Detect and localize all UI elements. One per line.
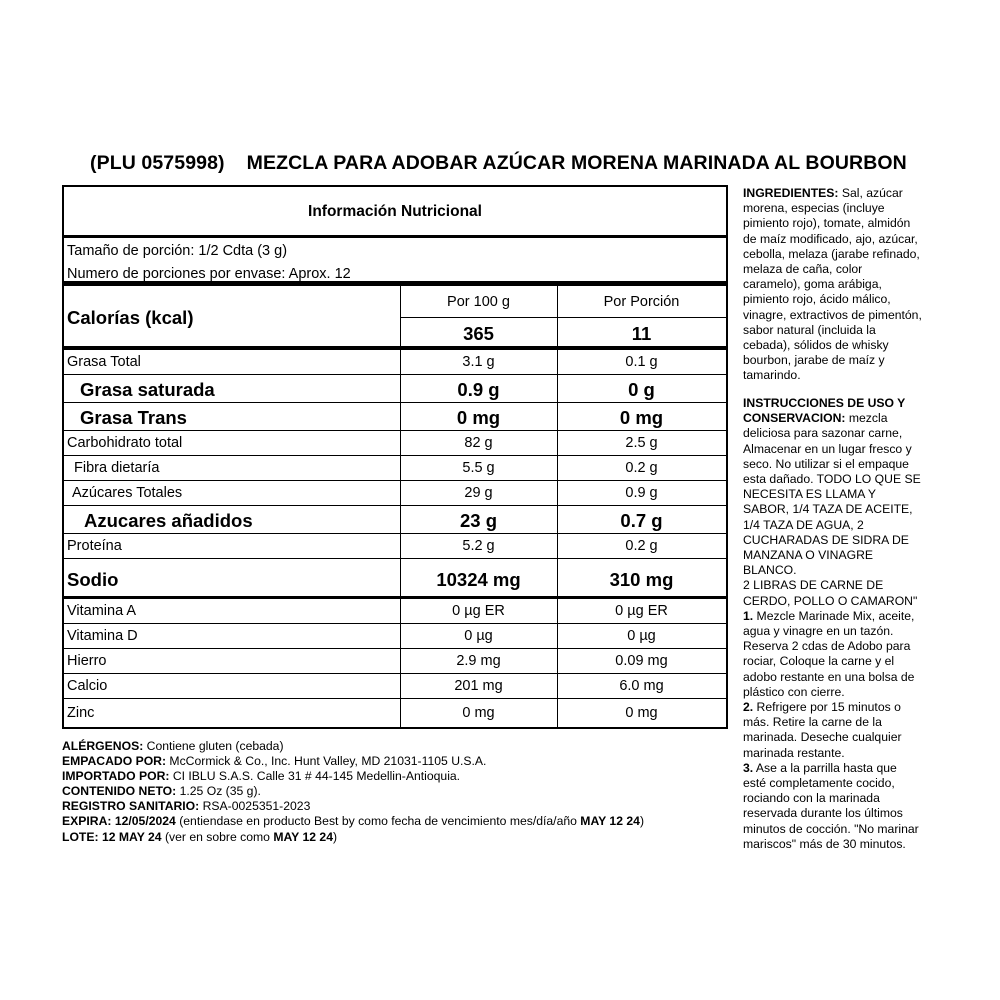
instructions-line: BLANCO. xyxy=(743,563,797,578)
serving-size: Tamaño de porción: 1/2 Cdta (3 g) xyxy=(67,243,288,259)
nutrient-value-portion: 310 mg xyxy=(609,569,674,590)
nutrient-label: Vitamina D xyxy=(67,628,138,644)
nutrient-value-portion: 6.0 mg xyxy=(619,678,664,694)
nutrient-row-grasa-saturada xyxy=(64,375,726,403)
nutrient-value-100g: 2.9 mg xyxy=(456,653,501,669)
imported-value: CI IBLU S.A.S. Calle 31 # 44-145 Medellin-Antioquia. xyxy=(169,769,461,784)
nutrient-value-100g: 23 g xyxy=(459,510,498,531)
step-line: rociar, Coloque la carne y el xyxy=(743,654,895,669)
nutrient-value-100g: 0 µg ER xyxy=(452,603,505,619)
servings-per-container: Numero de porciones por envase: Aprox. 12 xyxy=(67,266,351,282)
nutrient-value-portion: 0.7 g xyxy=(620,510,663,531)
expires-code: MAY 12 24 xyxy=(580,814,640,829)
step-line: rociando con la marinada xyxy=(743,791,880,806)
step-number: 3. xyxy=(743,760,754,775)
column-header-100g: Por 100 g xyxy=(447,294,510,310)
instructions-line: deliciosa para sazonar carne, xyxy=(743,426,903,441)
nutrient-value-100g: 0 µg xyxy=(464,628,493,644)
step-line: reservada durante los últimos xyxy=(743,806,903,821)
nutrient-row-azucares-anadidos xyxy=(64,506,726,534)
step-line: minutos de cocción. "No marinar xyxy=(743,821,919,836)
instructions-line: mezcla xyxy=(845,411,888,426)
ingredients-line: cebada), sólidos de whisky xyxy=(743,338,889,353)
net-content-value: 1.25 Oz (35 g). xyxy=(176,784,261,799)
step-line: adobo restante en una bolsa de xyxy=(743,669,915,684)
lot-close: ) xyxy=(332,829,338,844)
expires-line xyxy=(62,814,742,829)
step-line: mariscos" más de 30 minutos. xyxy=(743,836,906,851)
nutrient-label: Carbohidrato total xyxy=(67,435,183,451)
nutrient-row-calcio xyxy=(64,674,726,699)
step-line: esté completamente cocido, xyxy=(743,776,895,791)
allergens-value: Contiene gluten (cebada) xyxy=(143,739,284,753)
net-content-line xyxy=(62,784,742,799)
instructions-line: SABOR, 1/4 TAZA DE ACEITE, xyxy=(743,502,913,517)
nutrient-row-vitamina-d xyxy=(64,624,726,649)
nutrient-label: Hierro xyxy=(67,653,107,669)
step-line: Ase a la parrilla hasta que xyxy=(753,760,897,775)
nutrient-value-100g: 29 g xyxy=(464,485,493,501)
ingredients-line: pimiento rojo, ácido málico, xyxy=(743,292,891,307)
nutrient-label: Grasa Trans xyxy=(80,407,187,428)
nutrient-value-portion: 2.5 g xyxy=(625,435,658,451)
ingredients-line: morena, especias (incluye xyxy=(743,201,885,216)
nutrient-label: Grasa saturada xyxy=(80,379,215,400)
lot-code: MAY 12 24 xyxy=(273,829,333,844)
nutrient-value-100g: 5.2 g xyxy=(462,538,495,554)
allergens-line xyxy=(62,739,742,754)
nutrient-label: Proteína xyxy=(67,538,122,554)
ingredients-line: cebolla, melaza (jarabe refinado, xyxy=(743,246,920,261)
nutrient-row-zinc xyxy=(64,699,726,727)
nutrient-row-fibra-dietaria xyxy=(64,456,726,481)
step-number: 1. xyxy=(743,608,754,623)
nutrient-row-grasa-total xyxy=(64,350,726,375)
nutrient-value-portion: 0.2 g xyxy=(625,538,658,554)
plu-code: (PLU 0575998) xyxy=(90,152,225,174)
expires-note: (entiendase en producto Best by como fecha de vencimiento mes/día/año xyxy=(175,814,581,829)
imported-line xyxy=(62,769,742,784)
product-name: MEZCLA PARA ADOBAR AZÚCAR MORENA MARINADA AL BOURBON xyxy=(246,152,907,174)
instructions-line: CUCHARADAS DE SIDRA DE xyxy=(743,532,909,547)
nutrient-value-100g: 10324 mg xyxy=(436,569,521,590)
nutrient-row-sodio xyxy=(64,559,726,599)
nutrient-value-portion: 0 g xyxy=(628,379,655,400)
nutrient-value-100g: 0.9 g xyxy=(457,379,500,400)
nutrient-label: Vitamina A xyxy=(67,603,137,619)
serving-info-row xyxy=(64,238,726,286)
imported-label: IMPORTADO POR: xyxy=(62,769,170,784)
step-line: agua y vinagre en un tazón. xyxy=(743,624,894,639)
registry-line xyxy=(62,799,742,814)
ingredients-line: de maíz modificado, ajo, azúcar, xyxy=(743,231,918,246)
ingredients-line: pimiento rojo), tomate, almidón xyxy=(743,216,911,231)
lot-line xyxy=(62,830,742,845)
nutrient-value-portion: 0 µg xyxy=(627,628,656,644)
nutrient-label: Fibra dietaría xyxy=(74,460,160,476)
step-line: Reserva 2 cdas de Adobo para xyxy=(743,639,911,654)
expires-close: ) xyxy=(639,814,644,829)
step-number: 2. xyxy=(743,700,754,715)
nutrient-value-100g: 5.5 g xyxy=(462,460,495,476)
nutrition-header: Información Nutricional xyxy=(308,203,482,220)
allergens-label: ALÉRGENOS: xyxy=(62,739,144,753)
calories-row xyxy=(64,286,726,350)
ingredients-line: caramelo), goma arábiga, xyxy=(743,277,882,292)
nutrient-value-portion: 0 µg ER xyxy=(615,603,668,619)
nutrient-row-proteina xyxy=(64,534,726,559)
nutrition-header-row xyxy=(64,187,726,238)
instructions-line: MANZANA O VINAGRE xyxy=(743,548,874,563)
instructions-line: Almacenar en un lugar fresco y xyxy=(743,441,912,456)
step-line: Mezcle Marinade Mix, aceite, xyxy=(753,608,915,623)
step-line: marinada. Deseche cualquier xyxy=(743,730,902,745)
nutrient-value-100g: 0 mg xyxy=(456,407,501,428)
ingredients-label: INGREDIENTES: xyxy=(743,186,839,200)
packed-label: EMPACADO POR: xyxy=(62,754,167,769)
lot-value: 12 MAY 24 xyxy=(98,829,162,844)
product-title xyxy=(90,152,950,175)
nutrient-value-portion: 0 mg xyxy=(619,407,664,428)
instructions-block xyxy=(743,396,943,852)
label-footer xyxy=(62,739,742,845)
step-line: marinada restante. xyxy=(743,745,845,760)
nutrient-value-portion: 0 mg xyxy=(625,705,658,721)
nutrient-value-portion: 0.2 g xyxy=(625,460,658,476)
ingredients-block xyxy=(743,186,943,384)
ingredients-line: vinagre, extractivos de pimentón, xyxy=(743,307,922,322)
instructions-line: CERDO, POLLO O CAMARON" xyxy=(743,593,918,608)
instructions-line: 1/4 TAZA DE AGUA, 2 xyxy=(743,517,864,532)
nutrition-facts-table xyxy=(62,185,728,729)
packed-line xyxy=(62,754,742,769)
calories-header-divider xyxy=(400,317,726,318)
nutrient-row-vitamina-a xyxy=(64,599,726,624)
nutrient-label: Azúcares Totales xyxy=(72,485,183,501)
nutrient-row-azucares-totales xyxy=(64,481,726,506)
ingredients-line: bourbon, jarabe de maíz y xyxy=(743,353,885,368)
nutrient-row-carbohidrato-total xyxy=(64,431,726,456)
calories-portion: 11 xyxy=(631,323,652,344)
nutrient-value-100g: 201 mg xyxy=(454,678,503,694)
ingredients-line: melaza de caña, color xyxy=(743,262,863,277)
nutrient-label: Calcio xyxy=(67,678,108,694)
nutrient-value-100g: 82 g xyxy=(464,435,493,451)
registry-label: REGISTRO SANITARIO: xyxy=(62,799,200,814)
calories-label: Calorías (kcal) xyxy=(67,307,194,328)
nutrient-value-100g: 0 mg xyxy=(462,705,495,721)
ingredients-line: tamarindo. xyxy=(743,368,801,383)
instructions-line: esta dañado. TODO LO QUE SE xyxy=(743,472,921,487)
nutrient-value-portion: 0.09 mg xyxy=(615,653,668,669)
ingredients-line: Sal, azúcar xyxy=(838,186,903,200)
lot-label: LOTE: xyxy=(62,829,99,844)
nutrient-label: Grasa Total xyxy=(67,354,141,370)
instructions-line: NECESITA ES LLAMA Y xyxy=(743,487,876,502)
instructions-line: seco. No utilizar si el empaque xyxy=(743,456,909,471)
instructions-label: CONSERVACION: xyxy=(743,411,846,426)
nutrient-label: Sodio xyxy=(67,569,119,590)
step-line: más. Retire la carne de la xyxy=(743,715,882,730)
nutrient-label: Zinc xyxy=(67,705,95,721)
packed-value: McCormick & Co., Inc. Hunt Valley, MD 21031-1105 U.S.A. xyxy=(166,754,487,769)
ingredients-line: sabor natural (incluida la xyxy=(743,322,876,337)
expires-label: EXPIRA: xyxy=(62,814,112,829)
instructions-line: 2 LIBRAS DE CARNE DE xyxy=(743,578,884,593)
nutrient-label: Azucares añadidos xyxy=(84,510,253,531)
nutrient-value-portion: 0.9 g xyxy=(625,485,658,501)
registry-value: RSA-0025351-2023 xyxy=(199,799,311,814)
column-header-portion: Por Porción xyxy=(603,294,680,310)
instructions-label: INSTRUCCIONES DE USO Y xyxy=(743,396,906,410)
calories-100g: 365 xyxy=(463,323,494,344)
nutrient-row-hierro xyxy=(64,649,726,674)
step-line: Refrigere por 15 minutos o xyxy=(753,700,901,715)
net-content-label: CONTENIDO NETO: xyxy=(62,784,177,799)
lot-note: (ver en sobre como xyxy=(161,829,274,844)
nutrient-value-100g: 3.1 g xyxy=(462,354,495,370)
expires-date: 12/05/2024 xyxy=(111,814,176,829)
nutrient-row-grasa-trans xyxy=(64,403,726,431)
step-line: plástico con cierre. xyxy=(743,684,845,699)
nutrient-value-portion: 0.1 g xyxy=(625,354,658,370)
